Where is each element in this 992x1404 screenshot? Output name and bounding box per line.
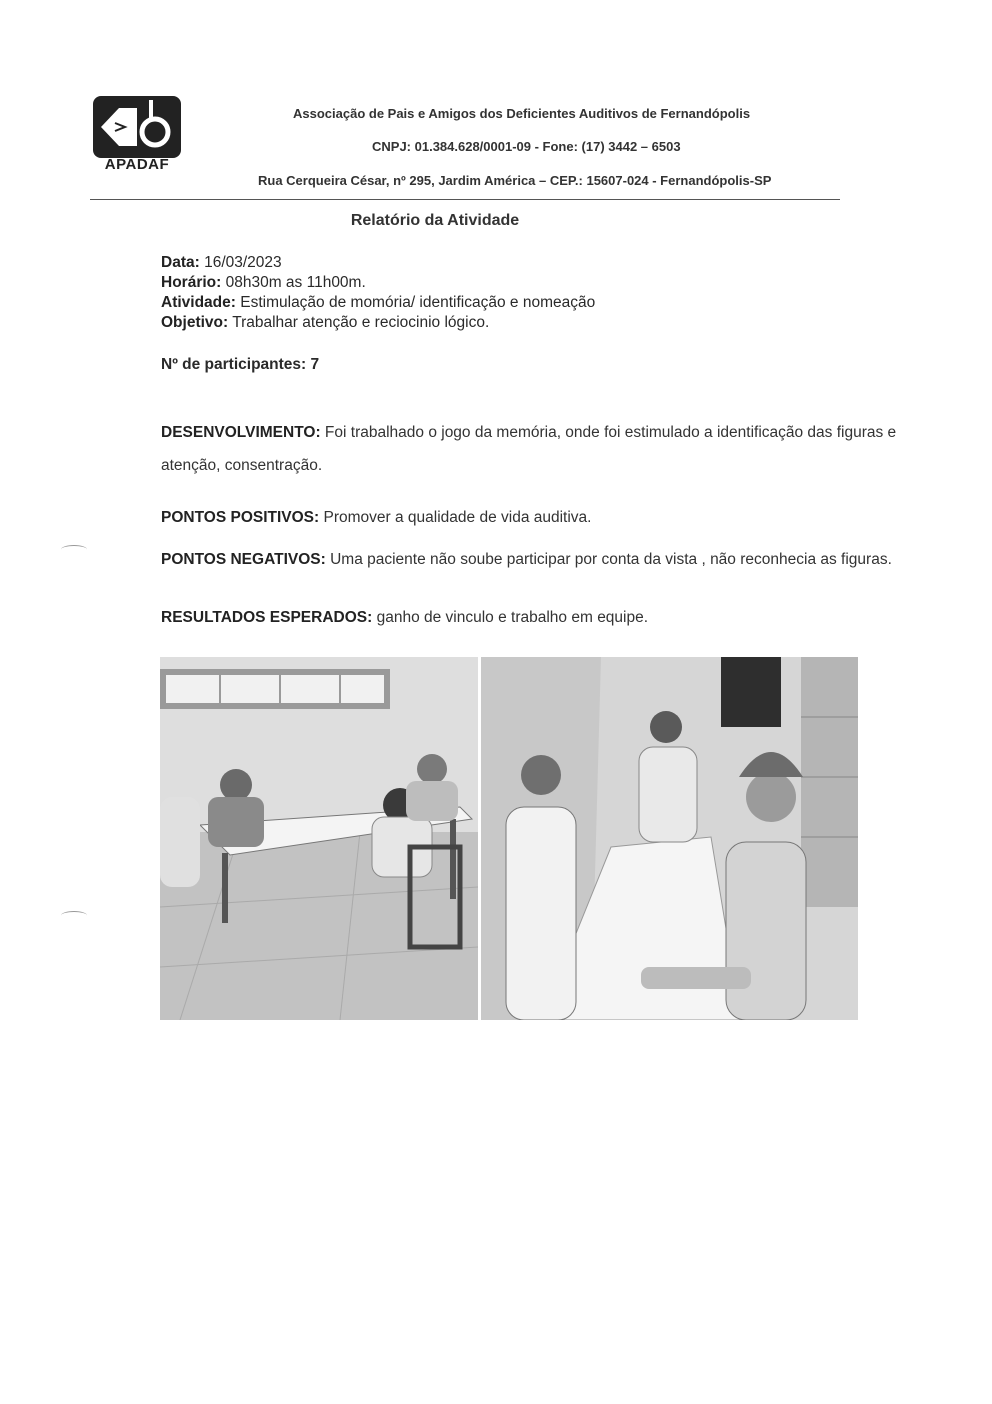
- header-divider: [90, 199, 840, 200]
- activity-label: Atividade:: [161, 294, 236, 311]
- development-label: DESENVOLVIMENTO:: [161, 424, 321, 441]
- activity-value: Estimulação de momória/ identificação e nomeação: [240, 294, 596, 311]
- report-title-row: [0, 212, 870, 230]
- development-section: [161, 416, 901, 482]
- expected-results-text: ganho de vinculo e trabalho em equipe.: [376, 609, 649, 626]
- activity-row: [161, 293, 595, 314]
- report-title: Relatório da Atividade: [350, 212, 520, 229]
- organization-name: Associação de Pais e Amigos dos Deficientes Auditivos de Fernandópolis: [293, 106, 751, 121]
- date-row: [161, 253, 282, 274]
- participants-count: Nº de participantes: 7: [161, 356, 320, 373]
- activity-photo-left: [160, 657, 478, 1020]
- time-label: Horário:: [161, 274, 222, 291]
- objective-label: Objetivo:: [161, 314, 229, 331]
- apadaf-logo: [93, 96, 181, 178]
- activity-photo-right: [481, 657, 858, 1020]
- objective-value: Trabalhar atenção e reciocinio lógico.: [232, 314, 490, 331]
- development-text: Foi trabalhado o jogo da memória, onde foi estimulado a identificação das figuras e atenção, consentração.: [161, 424, 897, 474]
- scan-margin-mark: [61, 545, 87, 554]
- logo-text: APADAF: [104, 156, 170, 173]
- objective-row: [161, 313, 489, 334]
- positive-points-label: PONTOS POSITIVOS:: [161, 509, 320, 526]
- expected-results-section: [161, 609, 901, 627]
- negative-points-label: PONTOS NEGATIVOS:: [161, 551, 326, 568]
- positive-points-text: Promover a qualidade de vida auditiva.: [323, 509, 592, 526]
- negative-points-text: Uma paciente não soube participar por conta da vista , não reconhecia as figuras.: [330, 551, 892, 568]
- time-value: 08h30m as 11h00m.: [225, 274, 366, 291]
- scan-margin-mark: [61, 911, 87, 920]
- organization-address: Rua Cerqueira César, nº 295, Jardim América – CEP.: 15607-024 - Fernandópolis-SP: [258, 173, 772, 188]
- organization-contact: CNPJ: 01.384.628/0001-09 - Fone: (17) 3442 – 6503: [372, 139, 681, 154]
- negative-points-section: [161, 549, 901, 570]
- expected-results-label: RESULTADOS ESPERADOS:: [161, 609, 373, 626]
- positive-points-section: [161, 509, 901, 527]
- date-label: Data:: [161, 254, 200, 271]
- date-value: 16/03/2023: [204, 254, 282, 271]
- time-row: [161, 273, 366, 294]
- logo-emblem: [93, 96, 181, 158]
